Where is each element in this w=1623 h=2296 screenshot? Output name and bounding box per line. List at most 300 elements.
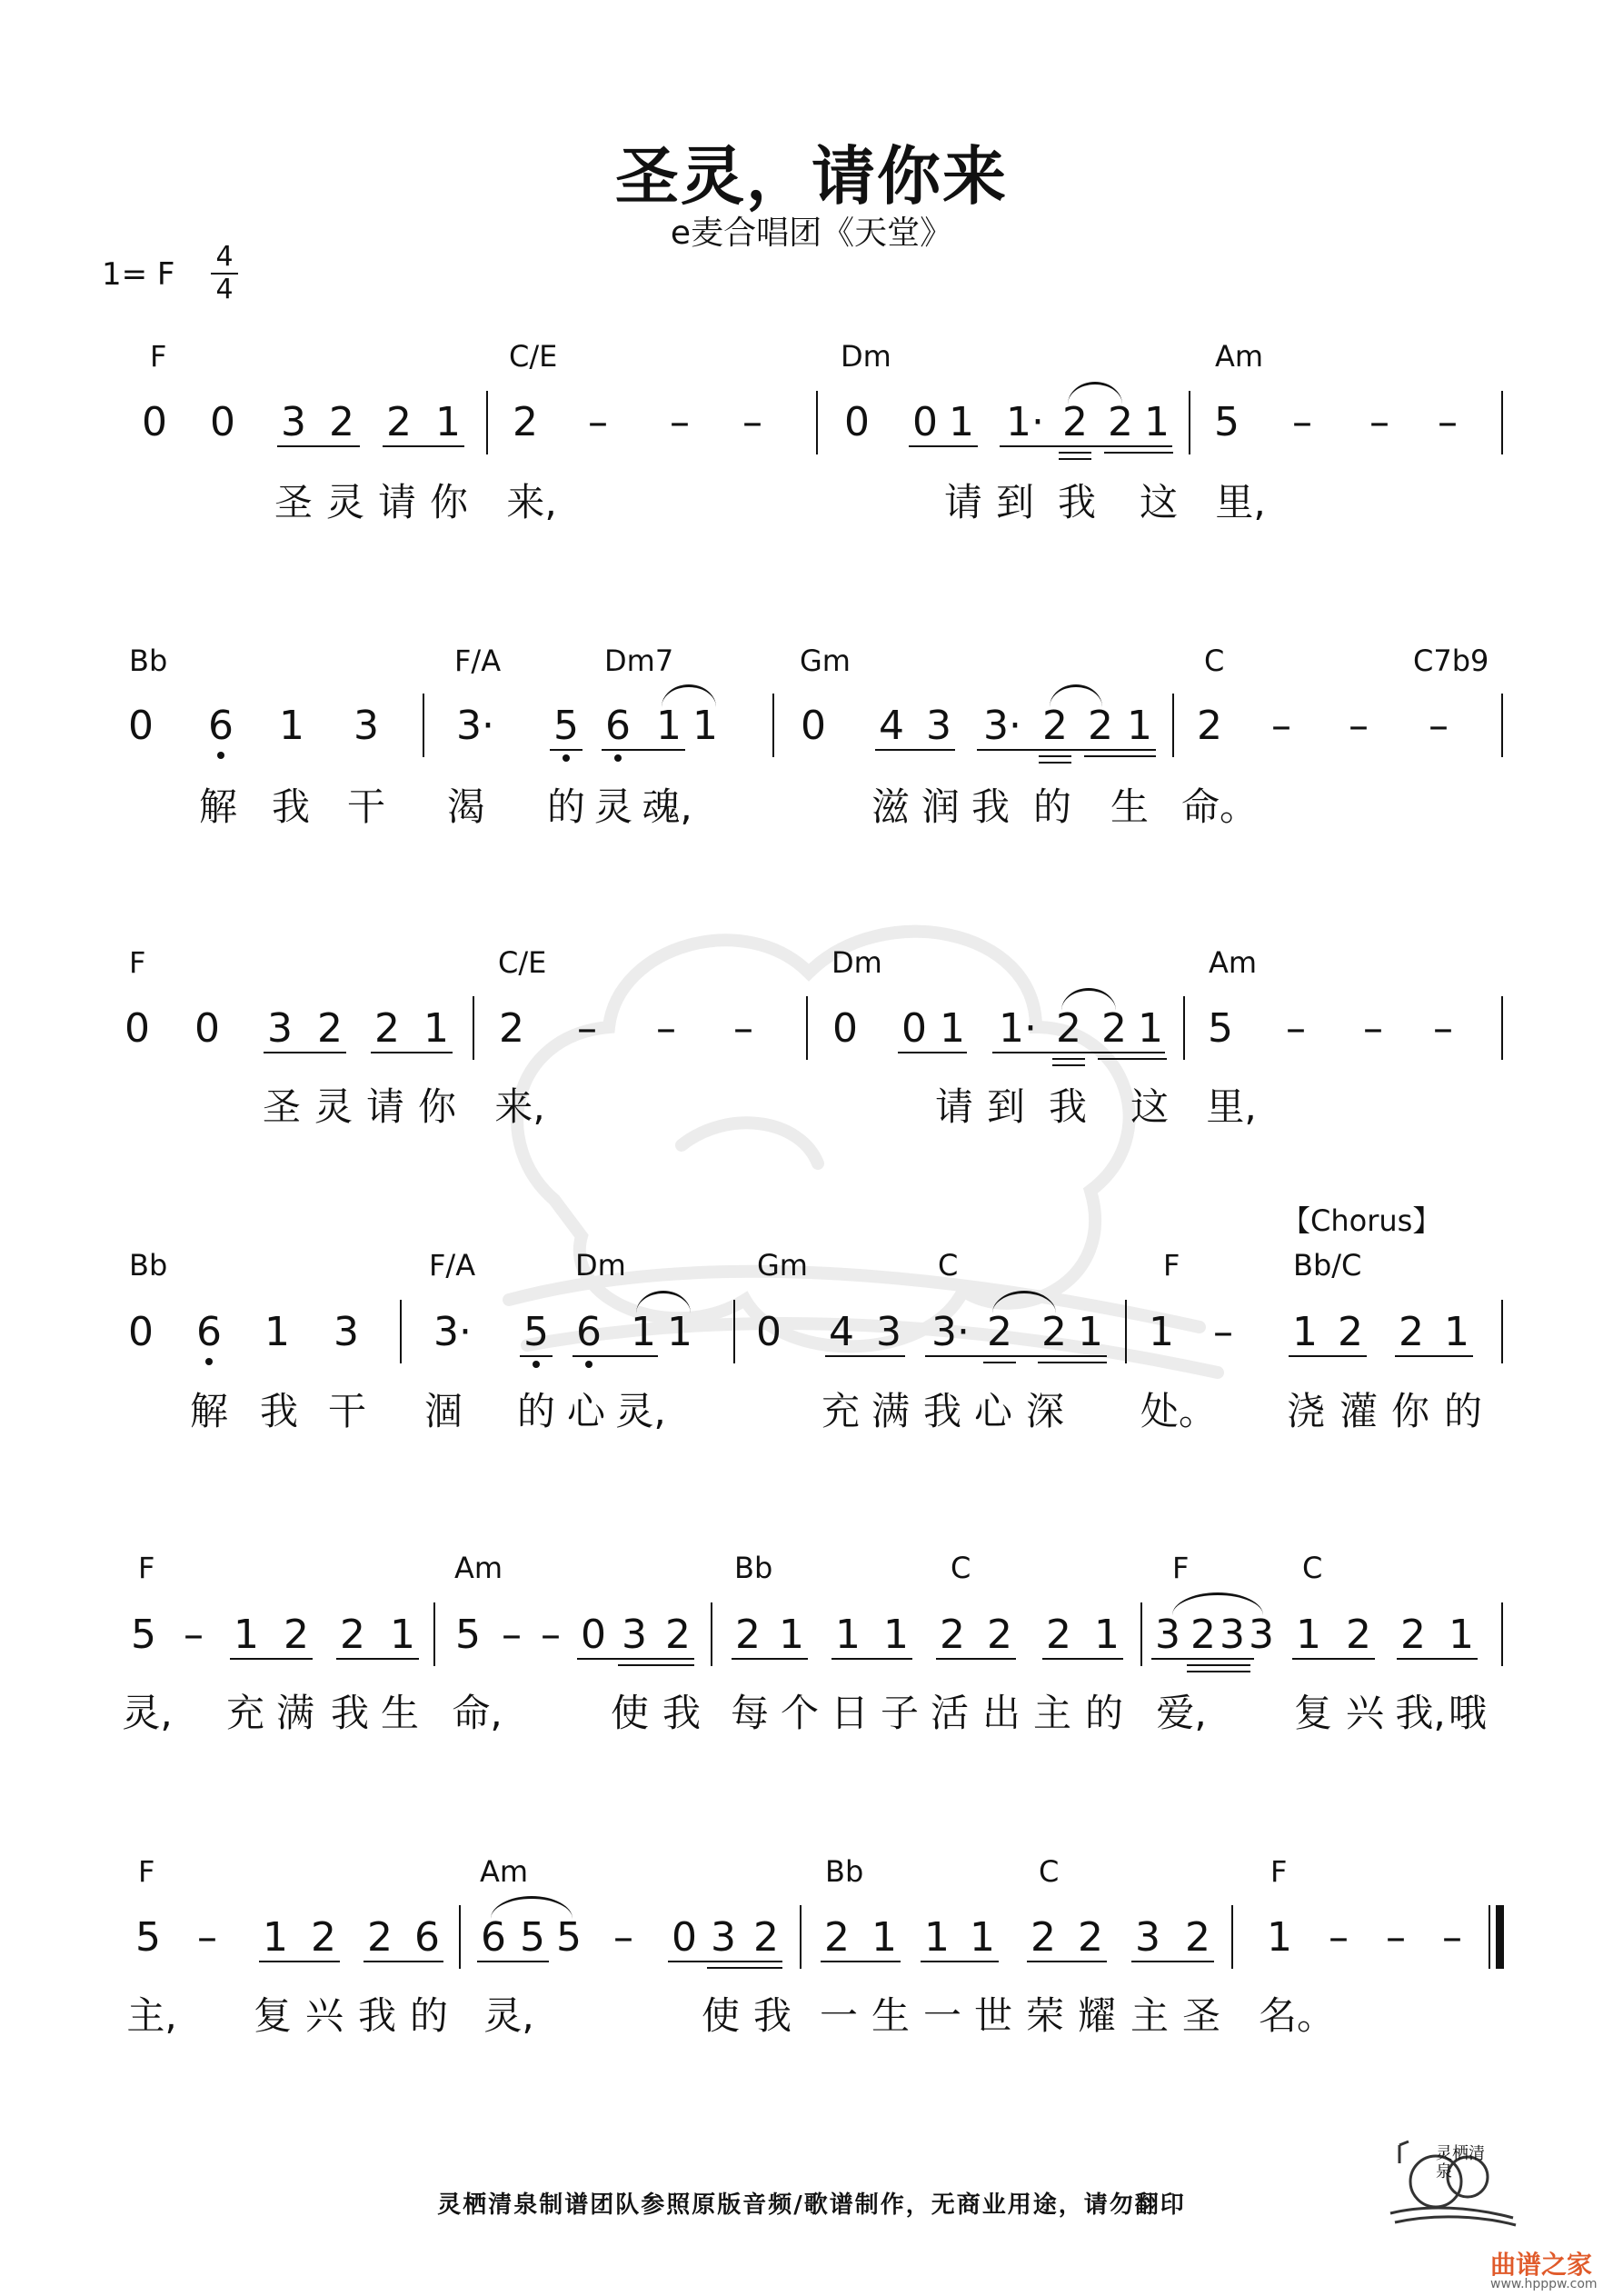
lyric: 充 xyxy=(821,1389,860,1433)
note: 1 xyxy=(1078,1309,1103,1355)
underline xyxy=(983,1362,1016,1363)
underline xyxy=(1187,1671,1250,1672)
barline xyxy=(459,1905,461,1969)
note: 2 xyxy=(1185,1914,1210,1961)
note: 5 xyxy=(131,1612,156,1658)
note: 1 xyxy=(263,1914,288,1961)
low-octave-dot xyxy=(533,1361,540,1368)
lyric: 复 xyxy=(253,1993,292,2038)
lyric: 的 xyxy=(1032,784,1071,829)
note: 3 xyxy=(622,1612,647,1658)
underline xyxy=(383,445,464,447)
underline xyxy=(875,749,955,751)
lyric: 每 xyxy=(730,1691,769,1735)
underline xyxy=(1042,1658,1123,1660)
note: 2 xyxy=(1078,1914,1103,1961)
low-octave-dot xyxy=(217,752,224,759)
barline xyxy=(816,391,818,454)
chord: C7b9 xyxy=(1413,644,1489,678)
low-octave-dot xyxy=(585,1361,592,1368)
lyric: 来, xyxy=(506,480,557,524)
note: 6 xyxy=(576,1309,602,1355)
note: 4 xyxy=(829,1309,854,1355)
lyric: 魂, xyxy=(642,784,692,829)
note: 1 xyxy=(1144,399,1170,445)
lyric: 主, xyxy=(126,1993,177,2038)
lyric: 干 xyxy=(327,1389,366,1433)
underline xyxy=(831,1658,912,1660)
dash: – xyxy=(1429,703,1449,749)
note: 6 xyxy=(208,703,234,749)
barline xyxy=(1140,1602,1142,1666)
dash: – xyxy=(1363,1005,1383,1052)
underline xyxy=(264,1052,346,1053)
chord: C/E xyxy=(509,339,558,374)
lyric: 你 xyxy=(417,1084,456,1129)
dash: – xyxy=(1271,703,1291,749)
lyric: 心 xyxy=(566,1389,605,1433)
barline xyxy=(1501,996,1503,1060)
note: 4 xyxy=(879,703,904,749)
note: 0 xyxy=(672,1914,697,1961)
note: 2 xyxy=(1042,703,1068,749)
lyric: 一 xyxy=(922,1993,961,2038)
note: 2 xyxy=(374,1005,400,1052)
lyric: 使 xyxy=(701,1993,740,2038)
lyric: 灵 xyxy=(314,1084,353,1129)
note: 1 xyxy=(1094,1612,1120,1658)
underline xyxy=(898,1052,967,1053)
final-barline-thick xyxy=(1496,1905,1504,1969)
underline xyxy=(259,1961,340,1962)
note: 2 xyxy=(329,399,354,445)
underline xyxy=(1052,1058,1085,1060)
time-signature xyxy=(211,241,238,305)
note: 3 xyxy=(876,1309,901,1355)
underline xyxy=(1187,1664,1250,1666)
chord: Gm xyxy=(757,1248,808,1283)
page-title: 圣灵，请你来 xyxy=(615,139,1008,214)
note: 2 xyxy=(824,1914,850,1961)
note: 5 xyxy=(553,703,579,749)
underline xyxy=(577,1658,694,1660)
note: 3 xyxy=(1155,1612,1180,1658)
chord: Bb xyxy=(129,644,168,678)
underline xyxy=(825,1355,905,1357)
underline xyxy=(1397,1658,1478,1660)
final-barline-thin xyxy=(1489,1905,1490,1969)
chord: C xyxy=(1302,1551,1323,1585)
lyric: 的 xyxy=(409,1993,448,2038)
chord: F xyxy=(138,1551,155,1585)
note: 3 xyxy=(353,703,379,749)
underline xyxy=(477,1961,549,1962)
lyric: 你 xyxy=(429,480,468,524)
note: 1 xyxy=(390,1612,415,1658)
copyright-footer: 灵栖清泉制谱团队参照原版音频/歌谱制作，无商业用途，请勿翻印 xyxy=(437,2191,1186,2219)
note: 2 xyxy=(1062,399,1088,445)
dash: – xyxy=(613,1914,633,1961)
lyric: 满 xyxy=(275,1691,314,1735)
note: 0 xyxy=(142,399,167,445)
note: 3 xyxy=(281,399,306,445)
lyric: 使 xyxy=(610,1691,649,1735)
chord: Bb xyxy=(129,1248,168,1283)
low-octave-dot xyxy=(205,1358,213,1365)
note: 1 xyxy=(949,399,974,445)
note: 3 xyxy=(1135,1914,1160,1961)
note: 5 xyxy=(1214,399,1240,445)
tie xyxy=(491,1896,573,1919)
lyric: 浇 xyxy=(1286,1389,1325,1433)
lyric: 我 xyxy=(752,1993,792,2038)
chord: F xyxy=(138,1854,155,1889)
chord: C xyxy=(1204,644,1225,678)
note: 3 xyxy=(267,1005,293,1052)
site-watermark: 曲谱之家 xyxy=(1490,2250,1593,2280)
low-octave-dot xyxy=(563,754,570,762)
chord: Bb xyxy=(825,1854,864,1889)
underline xyxy=(336,1658,419,1660)
dash: – xyxy=(541,1612,561,1658)
lyric: 解 xyxy=(189,1389,228,1433)
underline xyxy=(707,1967,782,1969)
dash: – xyxy=(1329,1914,1349,1961)
note: 2 xyxy=(665,1612,691,1658)
lyric: 名。 xyxy=(1259,1993,1336,2038)
lyric: 的 xyxy=(1443,1389,1482,1433)
underline xyxy=(977,749,1156,751)
lyric: 主 xyxy=(1032,1691,1071,1735)
barline xyxy=(1501,1300,1503,1363)
dash: – xyxy=(1292,399,1312,445)
tie xyxy=(1172,1592,1263,1615)
lyric: 涸 xyxy=(423,1389,463,1433)
note: 2 xyxy=(1400,1612,1426,1658)
dash: – xyxy=(742,399,762,445)
time-sig-top: 4 xyxy=(215,241,234,273)
underline xyxy=(371,1052,453,1053)
note: 2 xyxy=(1031,1914,1056,1961)
lyric: 活 xyxy=(930,1691,969,1735)
lyric: 耀 xyxy=(1077,1993,1116,2038)
subtitle: e麦合唱团《天堂》 xyxy=(670,215,953,252)
chord: Bb xyxy=(734,1551,773,1585)
lyric: 灵, xyxy=(483,1993,534,2038)
underline xyxy=(668,1961,782,1962)
note: 2 xyxy=(1108,399,1133,445)
lyric: 兴 xyxy=(1345,1691,1384,1735)
note: 2 xyxy=(1056,1005,1081,1052)
chord: F xyxy=(1163,1248,1180,1283)
note: 2 xyxy=(1190,1612,1216,1658)
note: 3· xyxy=(456,703,494,749)
note: 5 xyxy=(1208,1005,1233,1052)
note: 2 xyxy=(386,399,412,445)
underline xyxy=(925,1355,1107,1357)
note: 3 xyxy=(334,1309,359,1355)
lyric: 润 xyxy=(921,784,960,829)
note: 3· xyxy=(433,1309,472,1355)
lyric: 世 xyxy=(973,1993,1012,2038)
lyric: 里, xyxy=(1215,480,1266,524)
underline xyxy=(1131,1961,1214,1962)
lyric: 我, xyxy=(1395,1691,1446,1735)
lyric: 的 xyxy=(1084,1691,1123,1735)
lyric: 圣 xyxy=(274,480,313,524)
lyric: 命。 xyxy=(1181,784,1259,829)
lyric: 的 xyxy=(546,784,585,829)
note: 2 xyxy=(987,1309,1012,1355)
note: 1 xyxy=(779,1612,804,1658)
note: 6 xyxy=(481,1914,506,1961)
lyric: 我 xyxy=(922,1389,961,1433)
lyric: 灵, xyxy=(122,1691,173,1735)
dash: – xyxy=(1349,703,1369,749)
lyric: 我 xyxy=(259,1389,298,1433)
note: 1 xyxy=(835,1612,861,1658)
lyric: 来, xyxy=(494,1084,545,1129)
underline xyxy=(1289,1355,1367,1357)
note: 2 xyxy=(367,1914,393,1961)
barline xyxy=(423,694,424,757)
note: 0 xyxy=(901,1005,927,1052)
note: 1 xyxy=(924,1914,950,1961)
underline xyxy=(1039,755,1071,757)
note: 1 xyxy=(1449,1612,1474,1658)
note: 2 xyxy=(987,1612,1012,1658)
lyric: 滋 xyxy=(871,784,910,829)
note: 1 xyxy=(1127,703,1152,749)
chord: F xyxy=(1172,1551,1190,1585)
lyric: 圣 xyxy=(1181,1993,1220,2038)
lyric: 生 xyxy=(871,1993,910,2038)
note: 1· xyxy=(1006,399,1044,445)
lyric: 处。 xyxy=(1140,1389,1218,1433)
dash: – xyxy=(1369,399,1389,445)
note: 0 xyxy=(912,399,938,445)
note: 1· xyxy=(999,1005,1037,1052)
underline xyxy=(573,1355,658,1357)
site-url: www.hpppw.com xyxy=(1490,2277,1598,2291)
underline xyxy=(992,1052,1165,1053)
note: 0 xyxy=(581,1612,606,1658)
dash: – xyxy=(577,1005,597,1052)
time-sig-bottom: 4 xyxy=(215,274,234,305)
barline xyxy=(473,996,474,1060)
underline xyxy=(1027,1961,1107,1962)
note: 2 xyxy=(1346,1612,1371,1658)
underline xyxy=(1098,1058,1167,1060)
lyric: 我 xyxy=(1048,1084,1087,1129)
underline xyxy=(618,1664,694,1666)
underline xyxy=(1084,755,1156,757)
note: 3· xyxy=(931,1309,970,1355)
dash: – xyxy=(588,399,608,445)
underline xyxy=(821,1961,901,1962)
note: 1 xyxy=(1149,1309,1174,1355)
note: 5 xyxy=(520,1914,545,1961)
note: 6 xyxy=(414,1914,440,1961)
chord: F xyxy=(129,945,146,980)
note: 1 xyxy=(692,703,718,749)
lyric: 主 xyxy=(1130,1993,1169,2038)
chord: Dm xyxy=(841,339,891,374)
note: 2 xyxy=(311,1914,336,1961)
key-signature: 1= F xyxy=(102,256,175,293)
barline xyxy=(1125,1300,1127,1363)
note: 1 xyxy=(1296,1612,1321,1658)
note: 2 xyxy=(1046,1612,1071,1658)
note: 0 xyxy=(194,1005,220,1052)
barline xyxy=(733,1300,735,1363)
lyric: 我 xyxy=(971,784,1010,829)
note: 2 xyxy=(317,1005,343,1052)
lyric: 满 xyxy=(871,1389,910,1433)
note: 0 xyxy=(124,1005,150,1052)
barline xyxy=(1183,996,1185,1060)
note: 2 xyxy=(1197,703,1222,749)
underline xyxy=(909,445,978,447)
chord: F xyxy=(1270,1854,1288,1889)
dash: – xyxy=(1433,1005,1453,1052)
lyric: 灵, xyxy=(615,1389,666,1433)
note: 1 xyxy=(631,1309,656,1355)
note: 3· xyxy=(983,703,1021,749)
note: 2 xyxy=(753,1914,779,1961)
dash: – xyxy=(670,399,690,445)
lyric: 兴 xyxy=(304,1993,344,2038)
dash: – xyxy=(1442,1914,1462,1961)
lyric: 里, xyxy=(1206,1084,1257,1129)
note: 2 xyxy=(735,1612,761,1658)
underline xyxy=(363,1961,443,1962)
lyric: 你 xyxy=(1390,1389,1429,1433)
chord: C xyxy=(951,1551,971,1585)
lyric: 这 xyxy=(1130,1084,1169,1129)
dash: – xyxy=(502,1612,522,1658)
dash: – xyxy=(197,1914,217,1961)
note: 1 xyxy=(667,1309,692,1355)
chord: F xyxy=(150,339,167,374)
lyric: 哦 xyxy=(1448,1691,1487,1735)
chord: Am xyxy=(454,1551,503,1585)
underline xyxy=(1039,762,1071,764)
lyric: 荣 xyxy=(1025,1993,1064,2038)
logo-text: 灵栖清泉 xyxy=(1436,2144,1485,2181)
chord: Am xyxy=(480,1854,529,1889)
barline xyxy=(800,1905,802,1969)
underline xyxy=(520,1355,553,1357)
lyric: 一 xyxy=(819,1993,858,2038)
underline xyxy=(921,1961,999,1962)
lyric: 到 xyxy=(986,1084,1025,1129)
lyric: 渴 xyxy=(446,784,485,829)
note: 2 xyxy=(940,1612,965,1658)
underline xyxy=(1052,1064,1085,1066)
note: 1 xyxy=(656,703,682,749)
logo xyxy=(1381,2127,1518,2227)
note: 6 xyxy=(196,1309,222,1355)
dash: – xyxy=(1438,399,1458,445)
lyric: 请 xyxy=(377,480,416,524)
note: 1 xyxy=(423,1005,449,1052)
dash: – xyxy=(1213,1309,1233,1355)
underline xyxy=(732,1658,808,1660)
lyric: 圣 xyxy=(262,1084,301,1129)
lyric: 请 xyxy=(943,480,982,524)
note: 0 xyxy=(801,703,826,749)
note: 1 xyxy=(435,399,461,445)
barline xyxy=(1231,1905,1233,1969)
note: 0 xyxy=(756,1309,782,1355)
lyric: 生 xyxy=(1110,784,1149,829)
underline xyxy=(277,445,360,447)
lyric: 到 xyxy=(995,480,1034,524)
lyric: 这 xyxy=(1139,480,1178,524)
lyric: 个 xyxy=(780,1691,819,1735)
lyric: 的 xyxy=(516,1389,555,1433)
chord: Am xyxy=(1215,339,1264,374)
chord: Dm7 xyxy=(604,644,674,678)
lyric: 请 xyxy=(934,1084,973,1129)
note: 2 xyxy=(340,1612,365,1658)
note: 5 xyxy=(523,1309,549,1355)
lyric: 请 xyxy=(365,1084,404,1129)
barline xyxy=(400,1300,402,1363)
barline xyxy=(1501,1602,1503,1666)
note: 0 xyxy=(832,1005,858,1052)
note: 2 xyxy=(1041,1309,1067,1355)
lyric: 心 xyxy=(973,1389,1012,1433)
underline xyxy=(230,1658,313,1660)
note: 2 xyxy=(1338,1309,1363,1355)
chorus-section-label: 【Chorus】 xyxy=(1281,1203,1442,1238)
note: 6 xyxy=(605,703,631,749)
underline xyxy=(1038,1362,1107,1363)
note: 0 xyxy=(844,399,870,445)
barline xyxy=(711,1602,712,1666)
dash: – xyxy=(733,1005,753,1052)
barline xyxy=(433,1602,435,1666)
chord: F/A xyxy=(454,644,502,678)
chord: Dm xyxy=(575,1248,626,1283)
note: 3 xyxy=(711,1914,736,1961)
lyric: 灵 xyxy=(325,480,364,524)
note: 1 xyxy=(279,703,304,749)
note: 1 xyxy=(234,1612,259,1658)
barline xyxy=(1501,694,1503,757)
chord: Bb/C xyxy=(1293,1248,1362,1283)
lyric: 子 xyxy=(880,1691,919,1735)
underline xyxy=(936,1658,1016,1660)
note: 0 xyxy=(210,399,235,445)
note: 0 xyxy=(128,1309,154,1355)
note: 5 xyxy=(135,1914,161,1961)
lyric: 我 xyxy=(330,1691,369,1735)
dash: – xyxy=(1386,1914,1406,1961)
note: 1 xyxy=(264,1309,290,1355)
note: 1 xyxy=(871,1914,897,1961)
lyric: 充 xyxy=(225,1691,264,1735)
note: 1 xyxy=(1444,1309,1469,1355)
lyric: 复 xyxy=(1293,1691,1332,1735)
note: 1 xyxy=(883,1612,909,1658)
chord: Gm xyxy=(800,644,851,678)
lyric: 生 xyxy=(380,1691,419,1735)
lyric: 干 xyxy=(346,784,385,829)
lyric: 我 xyxy=(662,1691,701,1735)
